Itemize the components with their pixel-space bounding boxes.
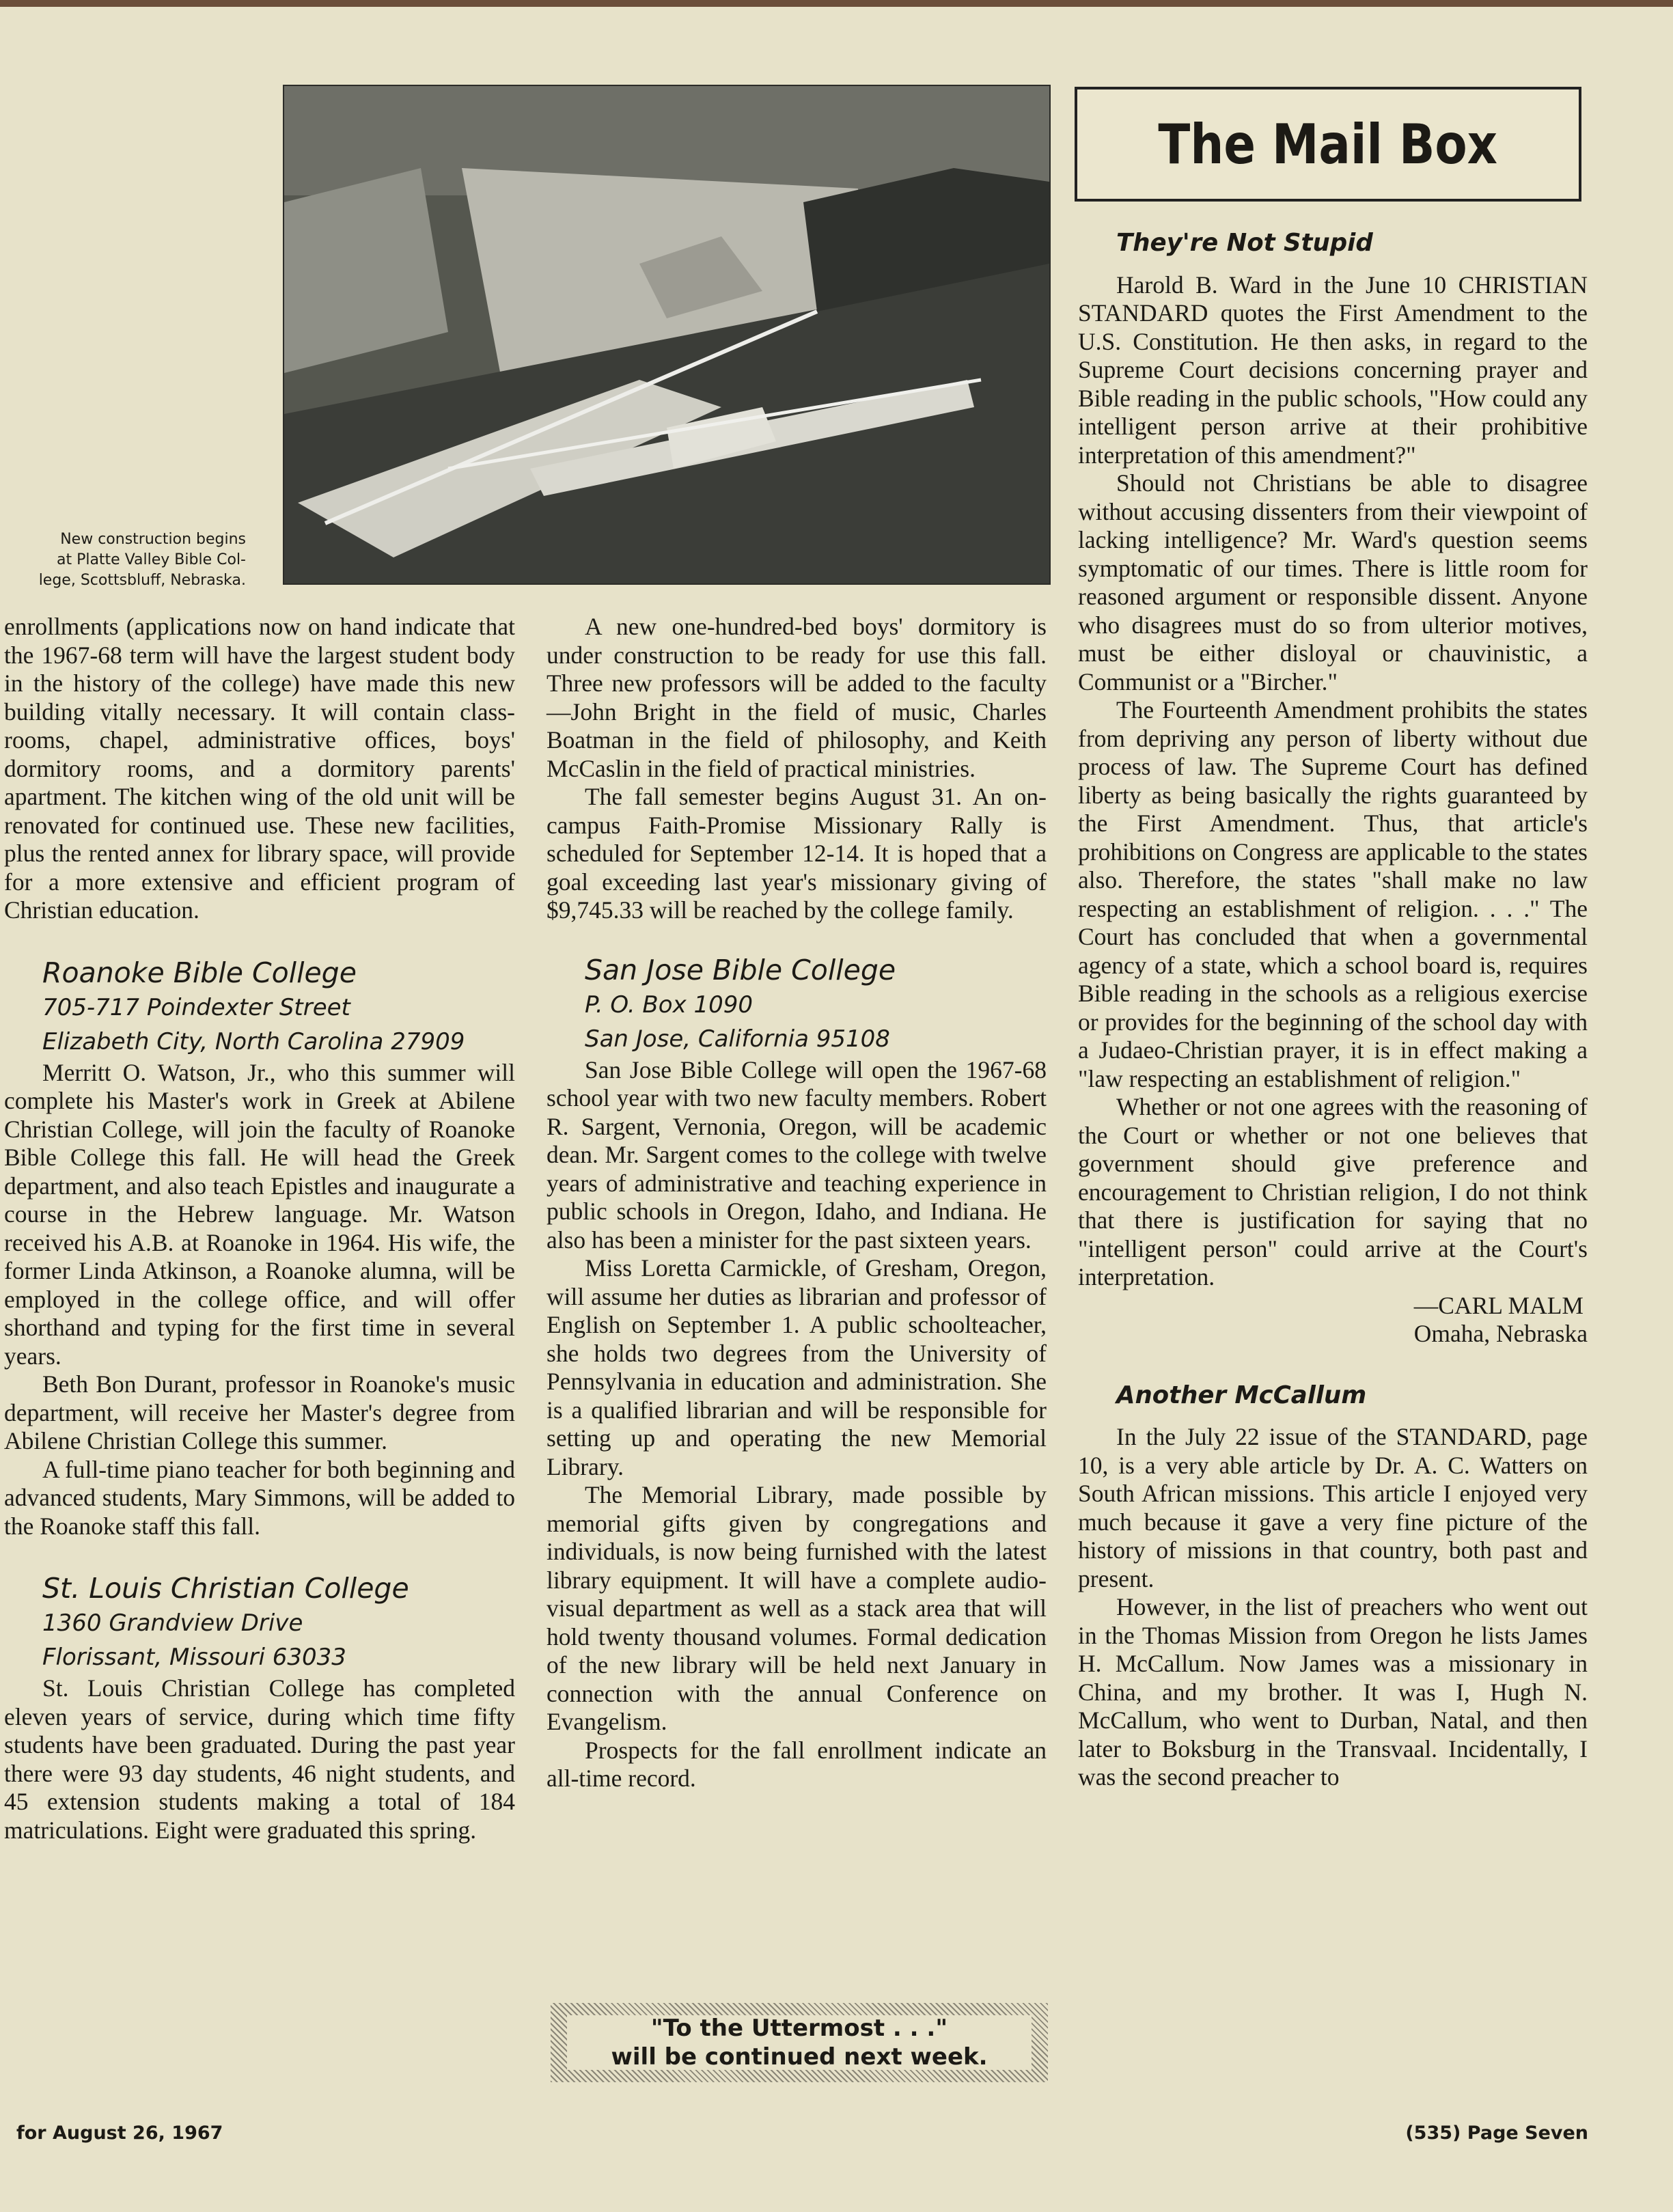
mail-box-title-box [1075,87,1581,202]
stlouis-heading [4,1571,515,1674]
continued-subtitle: will be continued next week. [611,2043,988,2071]
continued-title: "To the Uttermost . . ." [650,2015,948,2042]
construction-photo [283,85,1051,585]
college-name: St. Louis Christian College [42,1572,409,1605]
article-paragraph: A full-time piano teacher for both beginning and advanced students, Mary Simmons, will be added to the Roanoke staff this fall. [4,1455,515,1540]
left-column [4,613,515,1844]
right-column [1078,229,1588,1792]
article-paragraph: Miss Loretta Carmickle, of Gresham, Oregon, will assume her duties as librarian and professor of English on September 1. A public schoolteacher, she holds two degrees from the University of Pennsylvania in education and administration. She is a qualified librarian and will be responsible for setting up and operating the new Memorial Library. [547,1254,1047,1480]
college-city: Florissant, Missouri 63033 [42,1644,346,1671]
college-street: 705-717 Poindexter Street [42,993,350,1021]
article-paragraph: Merritt O. Watson, Jr., who this summer will complete his Master's work in Greek at Abilene Christian College, will join the faculty of Roanoke Bible College this fall. He will head the Greek department, and also teach Epistles and inaugurate a course in the Hebrew language. Mr. Watson received his A.B. at Roanoke in 1964. His wife, the former Linda Atkinson, a Roanoke alumna, will be employed in the college office, and will offer shorthand and typing for the first time in several years. [4,1058,515,1370]
college-city: Elizabeth City, North Carolina 27909 [42,1027,465,1055]
letter-paragraph: Harold B. Ward in the June 10 CHRISTIAN STANDARD quotes the First Amendment to the U.S. Constitution. He then asks, in regard to the Supreme Court decisions concerning prayer and Bible reading in the public schools, "How could any intelligent person arrive at their prohibitive interpretation of this amendment?" [1078,271,1588,469]
article-paragraph: The fall semester begins August 31. An on-campus Faith-Promise Missionary Rally is scheduled for September 12-14. It is hoped that a goal exceeding last year's missionary giving of $9,745.33 will be reached by the college family. [547,783,1047,924]
letter-paragraph: Whether or not one agrees with the reasoning of the Court or whether or not one believes that government should give preference and encouragement to Christian religion, I do not think that there is justification for saying that no "intelligent person" could arrive at the Court's interpretation. [1078,1093,1588,1290]
letter-paragraph: The Fourteenth Amendment prohibits the states from depriving any person of liberty without due process of law. The Supreme Court has defined liberty as being basically the rights guaranteed by the First Amendment. Thus, that article's prohibitions on Congress are applicable to the states also. Therefore, the states "shall make no law respecting an establishment of religion. . . ." The Court has concluded that when a governmental agency of a state, which a school board is, requires Bible reading in the schools as a religious exercise or provides for the beginning of the school day with a Judaeo-Christian prayer, it is in effect making a "law respecting an establishment of religion." [1078,696,1588,1092]
article-paragraph: A new one-hundred-bed boys' dormitory is under construction to be ready for use this fall. Three new professors will be added to the faculty—John Bright in the field of music, Charles Boatman in the field of philosophy, and Keith McCaslin in the field of practical ministries. [547,613,1047,782]
middle-column [547,613,1047,1793]
article-paragraph: St. Louis Christian College has completed eleven years of service, during which time fifty students have been graduated. During the past year there were 93 day students, 46 night students, and 45 extension students making a total of 184 matriculations. Eight were graduated this spring. [4,1674,515,1844]
caption-line: lege, Scottsbluff, Nebraska. [38,572,246,589]
article-paragraph: Beth Bon Durant, professor in Roanoke's music department, will receive her Master's degree from Abilene Christian College this summer. [4,1370,515,1454]
article-paragraph: San Jose Bible College will open the 1967-68 school year with two new faculty members. Robert R. Sargent, Vernonia, Oregon, will be academic dean. Mr. Sargent comes to the college with twelve years of administrative and teaching experience in public schools in Oregon, Idaho, and Indiana. He also has been a minister for the past sixteen years. [547,1055,1047,1254]
article-paragraph: Prospects for the fall enrollment indicate an all-time record. [547,1736,1047,1792]
letter-heading: They're Not Stupid [1116,229,1373,257]
college-street: P. O. Box 1090 [585,991,753,1019]
photo-caption [14,529,246,591]
continued-notice-box [551,2003,1048,2082]
college-street: 1360 Grandview Drive [42,1609,303,1637]
mail-box-title: The Mail Box [1158,112,1498,176]
letter-signature: —CARL MALM [1413,1291,1584,1319]
college-name: Roanoke Bible College [42,956,357,989]
letter-paragraph: However, in the list of preachers who went out in the Thomas Mission from Oregon he lists James H. McCallum. Now James was a missionary in China, and my brother. It was I, Hugh N. McCallum, who went to Durban, Natal, and then later to Boksburg in the Transvaal. Incidentally, I was the second preacher to [1078,1593,1588,1791]
letter-paragraph: In the July 22 issue of the STANDARD, page 10, is a very able article by Dr. A. C. Watters on South African missions. This article I enjoyed very much because it gave a very fine picture of the history of missions in that country, both past and present. [1078,1423,1588,1592]
college-name: San Jose Bible College [585,953,896,986]
footer-page-number: (535) Page Seven [1405,2123,1588,2144]
caption-line: New construction begins [60,531,246,548]
letter-paragraph: Should not Christians be able to disagree without accusing dissenters from their viewpoint of lacking intelligence? Mr. Ward's question seems symptomatic of our times. There is little room for reasoned argument or responsible dissent. Anyone who disagrees must do so from ulterior motives, must be either disloyal or chauvinistic, a Communist or a "Bircher." [1078,469,1588,695]
page-top-edge [0,0,1673,7]
article-paragraph: The Memorial Library, made possible by memorial gifts given by congregations and individuals, is now being furnished with the latest library equipment. It will have a complete audio-visual department as well as a stack area that will hold twenty thousand volumes. Formal dedication of the new library will be held next January in connection with the annual Conference on Evangelism. [547,1481,1047,1735]
roanoke-heading [4,955,515,1059]
letter-location: Omaha, Nebraska [1413,1320,1588,1347]
letter-heading: Another McCallum [1116,1381,1367,1409]
caption-line: at Platte Valley Bible Col- [56,551,246,568]
sanjose-heading [547,952,1047,1056]
footer-date: for August 26, 1967 [16,2123,223,2144]
construction-photo-image [284,86,1049,583]
college-city: San Jose, California 95108 [585,1025,890,1053]
article-paragraph: enrollments (applications now on hand indicate that the 1967-68 term will have the largest student body in the history of the college) have made this new building vitally necessary. It will contain class-rooms, chapel, administrative offices, boys' dormitory rooms, and a dormitory parents' apartment. The kitchen wing of the old unit will be renovated for continued use. These new facilities, plus the rented annex for library space, will provide for a more extensive and efficient program of Christian education. [4,613,515,924]
